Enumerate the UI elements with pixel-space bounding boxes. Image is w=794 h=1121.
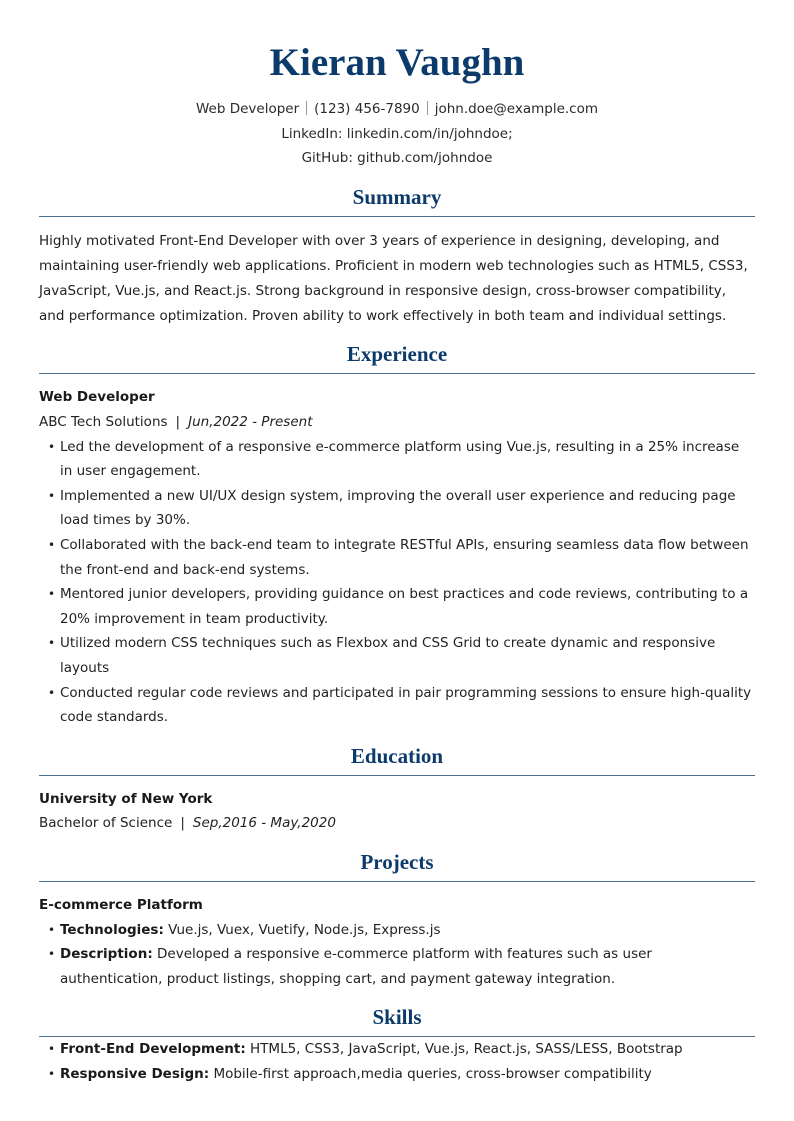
degree-name: Bachelor of Science [39,815,173,832]
list-item [39,918,755,943]
email-link[interactable]: john.doe@example.com [434,101,599,117]
summary-text: Highly motivated Front-End Developer with over 3 years of experience in designing, developing, and maintaining user-friendly web applications. Proficient in modern web technologies such as HTML5, CSS3, JavaScript, Vue.js, and React.js. Strong background in responsive design, cross-browser compatibility, and performance optimization. Proven ability to work effectively in both team and individual settings. [39,232,748,324]
education-dates: Sep,2016 - May,2020 [192,815,336,832]
education-section [39,743,755,836]
separator [427,101,428,115]
role-text: Web Developer [195,101,300,117]
tech-label: Technologies: [60,921,164,938]
candidate-name: Kieran Vaughn [269,41,525,84]
summary-section [39,184,755,329]
phone-text: (123) 456-7890 [314,101,420,117]
section-title-projects: Projects [39,849,755,882]
experience-bullets [39,435,755,730]
pipe-separator: | [175,414,181,430]
desc-value: Developed a responsive e-commerce platform with features such as user authentication, product listings, shopping cart, and payment gateway integration. [60,946,652,987]
experience-section [39,341,755,729]
job-title: Web Developer [39,389,155,406]
company-name: ABC Tech Solutions [39,414,168,430]
pipe-separator: | [180,815,185,832]
separator [306,101,307,115]
list-item [39,1037,755,1062]
section-title-skills: Skills [39,1004,755,1037]
projects-section [39,849,755,991]
skill-label: Front-End Development: [60,1041,246,1058]
project-bullets [39,918,755,992]
github-link[interactable]: GitHub: github.com/johndoe [301,150,493,167]
tech-value: Vue.js, Vuex, Vuetify, Node.js, Express.js [163,921,441,938]
job-company-line [39,410,755,435]
contact-line-1 [39,97,755,122]
section-title-education: Education [39,743,755,776]
skill-label: Responsive Design: [60,1065,210,1082]
list-item [39,942,755,991]
job-dates: Jun,2022 - Present [188,414,313,430]
project-name: E-commerce Platform [39,896,203,913]
skills-bullets [39,1037,755,1086]
list-item [39,1062,755,1087]
list-item: • Led the development of a responsive e-commerce platform using Vue.js, resulting in a 25% increase in user engagement. [39,435,755,484]
desc-label: Description: [60,946,153,963]
list-item: • Mentored junior developers, providing guidance on best practices and code reviews, contributing to a 20% improvement in team productivity. [39,582,755,631]
contact-block [39,97,755,171]
skill-value: HTML5, CSS3, JavaScript, Vue.js, React.js, SASS/LESS, Bootstrap [245,1041,683,1058]
list-item: • Conducted regular code reviews and participated in pair programming sessions to ensure high-quality code standards. [39,681,755,730]
section-title-experience: Experience [39,341,755,374]
section-title-summary: Summary [39,184,755,217]
list-item: • Implemented a new UI/UX design system, improving the overall user experience and reducing page load times by 30%. [39,484,755,533]
skill-value: Mobile-first approach,media queries, cross-browser compatibility [209,1065,652,1082]
list-item: • Collaborated with the back-end team to integrate RESTful APIs, ensuring seamless data flow between the front-end and back-end systems. [39,533,755,582]
school-name: University of New York [39,790,213,807]
list-item: • Utilized modern CSS techniques such as Flexbox and CSS Grid to create dynamic and responsive layouts [39,631,755,680]
linkedin-link[interactable]: LinkedIn: linkedin.com/in/johndoe; [281,125,513,142]
degree-line [39,811,755,836]
skills-section [39,1004,755,1086]
